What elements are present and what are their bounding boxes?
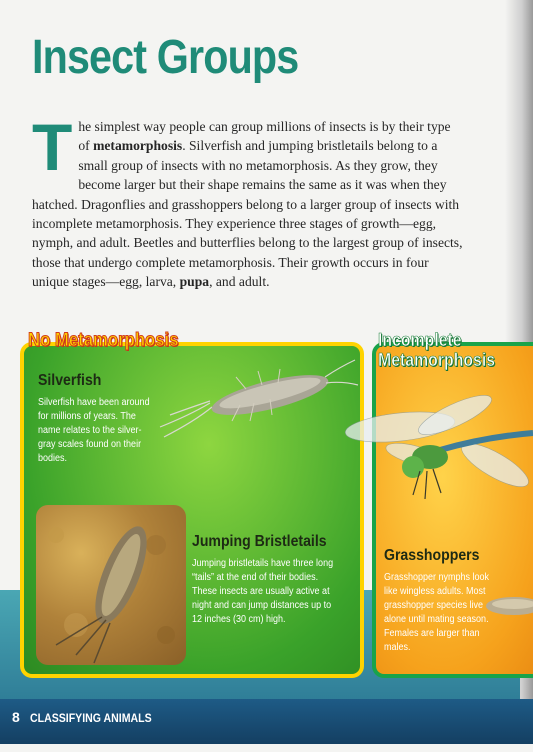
no-metamorphosis-tag: No Metamorphosis xyxy=(28,330,179,351)
silverfish-image xyxy=(150,355,360,445)
bristletail-image xyxy=(36,505,186,665)
term-pupa: pupa xyxy=(179,274,210,290)
section-name: CLASSIFYING ANIMALS xyxy=(30,711,152,725)
drop-cap: T xyxy=(32,110,73,184)
dragonfly-image xyxy=(345,395,533,520)
incomplete-metamorphosis-tag: Incomplete Metamorphosis xyxy=(378,330,496,370)
silverfish-heading: Silverfish xyxy=(38,372,102,389)
intro-paragraph xyxy=(32,110,464,292)
footer-strip xyxy=(0,744,533,752)
term-metamorphosis: metamorphosis xyxy=(93,138,183,154)
silverfish-text: Silverfish have been around for millions of years. The name relates to the silver-gray scales found on their bodies. xyxy=(38,397,150,464)
grasshopper-image xyxy=(484,588,533,628)
bristletail-photo xyxy=(36,505,186,665)
bristletails-text: Jumping bristletails have three long “tails” at the end of their bodies. These insects are usually active at night and can jump distances up to 12 inches (30 cm) high. xyxy=(192,558,334,625)
bristletails-heading: Jumping Bristletails xyxy=(192,533,327,550)
intro-text-2: . Silverfish and jumping bristletails belong to a small group of insects with no metamorphosis. As they grow, they become larger but their shape remains the same as it was when they hatched. Dragonflies and grasshoppers belong to a larger group of insects with incomplete metamorphosis. They experience three stages of growth—egg, nymph, and adult. Beetles and butterflies belong to the largest group of insects, those that undergo complete metamorphosis. Their growth occurs in four unique stages—egg, larva, xyxy=(32,138,463,290)
page-title: Insect Groups xyxy=(32,31,299,84)
page-number: 8 xyxy=(12,709,20,725)
grasshoppers-heading: Grasshoppers xyxy=(384,547,480,564)
intro-text-3: , and adult. xyxy=(209,274,270,290)
intro-text-1: he simplest way people can group millions of insects is by their type of xyxy=(78,119,451,154)
grasshoppers-text: Grasshopper nymphs look like wingless adults. Most grasshopper species live alone until mating season. Females are larger than males. xyxy=(384,572,490,653)
